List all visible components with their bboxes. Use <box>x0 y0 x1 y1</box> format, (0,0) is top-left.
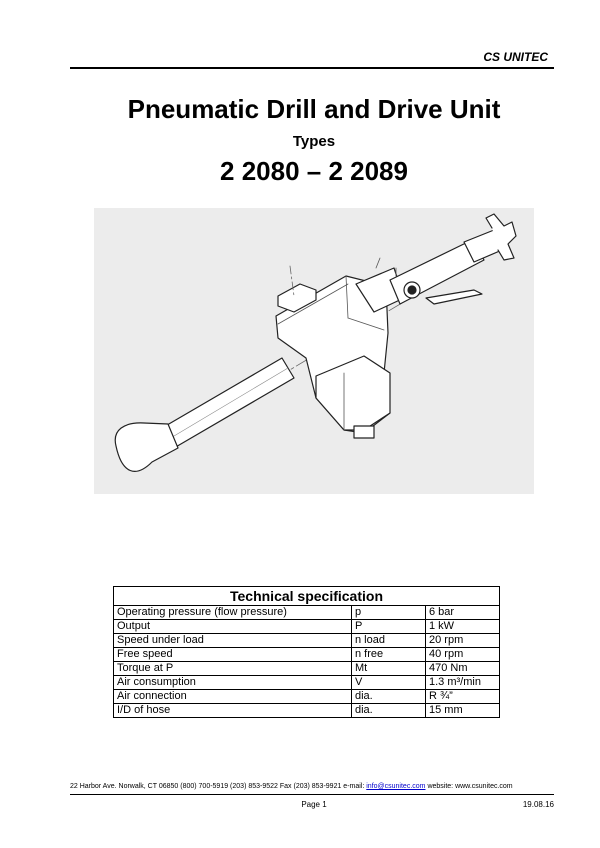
spec-value: 15 mm <box>426 704 500 718</box>
email-link[interactable]: info@csunitec.com <box>366 783 426 790</box>
table-row <box>114 634 500 648</box>
spec-symbol: V <box>352 676 426 690</box>
spec-value: 6 bar <box>426 606 500 620</box>
table-row <box>114 606 500 620</box>
table-row <box>114 704 500 718</box>
spec-param: Air connection <box>114 690 352 704</box>
footer-rule <box>70 794 554 795</box>
spec-param: Operating pressure (flow pressure) <box>114 606 352 620</box>
spec-value: 40 rpm <box>426 648 500 662</box>
type-range: 2 2080 – 2 2089 <box>220 156 408 186</box>
spec-symbol: Mt <box>352 662 426 676</box>
spec-value: 470 Nm <box>426 662 500 676</box>
address-text: 22 Harbor Ave. Norwalk, CT 06850 (800) 700-5919 (203) 853-9522 Fax (203) 853-9921 e-mail: <box>70 783 367 790</box>
document-title: Pneumatic Drill and Drive Unit <box>127 94 501 124</box>
spec-heading: Technical specification <box>114 587 500 606</box>
spec-param: Speed under load <box>114 634 352 648</box>
spec-param: Air consumption <box>114 676 352 690</box>
spec-symbol: dia. <box>352 704 426 718</box>
table-row <box>114 620 500 634</box>
brand-name: CS UNITEC <box>483 50 548 64</box>
spec-param: I/D of hose <box>114 704 352 718</box>
spec-symbol: dia. <box>352 690 426 704</box>
spec-symbol: P <box>352 620 426 634</box>
spec-value: 20 rpm <box>426 634 500 648</box>
product-drawing <box>94 208 534 494</box>
table-row <box>114 676 500 690</box>
table-row <box>114 648 500 662</box>
footer-address <box>70 783 513 790</box>
document-date: 19.08.16 <box>522 800 554 809</box>
table-row <box>114 662 500 676</box>
page-number: Page 1 <box>301 800 327 809</box>
spec-value: 1.3 m³/min <box>426 676 500 690</box>
spec-value: R ¾” <box>426 690 500 704</box>
types-label: Types <box>292 133 336 150</box>
spec-symbol: n free <box>352 648 426 662</box>
spec-value: 1 kW <box>426 620 500 634</box>
spec-param: Free speed <box>114 648 352 662</box>
website-text: website: www.csunitec.com <box>425 783 513 790</box>
header-rule <box>70 67 554 69</box>
spec-param: Output <box>114 620 352 634</box>
spec-symbol: p <box>352 606 426 620</box>
table-row <box>114 690 500 704</box>
spec-param: Torque at P <box>114 662 352 676</box>
spec-symbol: n load <box>352 634 426 648</box>
technical-spec-table <box>113 586 500 718</box>
